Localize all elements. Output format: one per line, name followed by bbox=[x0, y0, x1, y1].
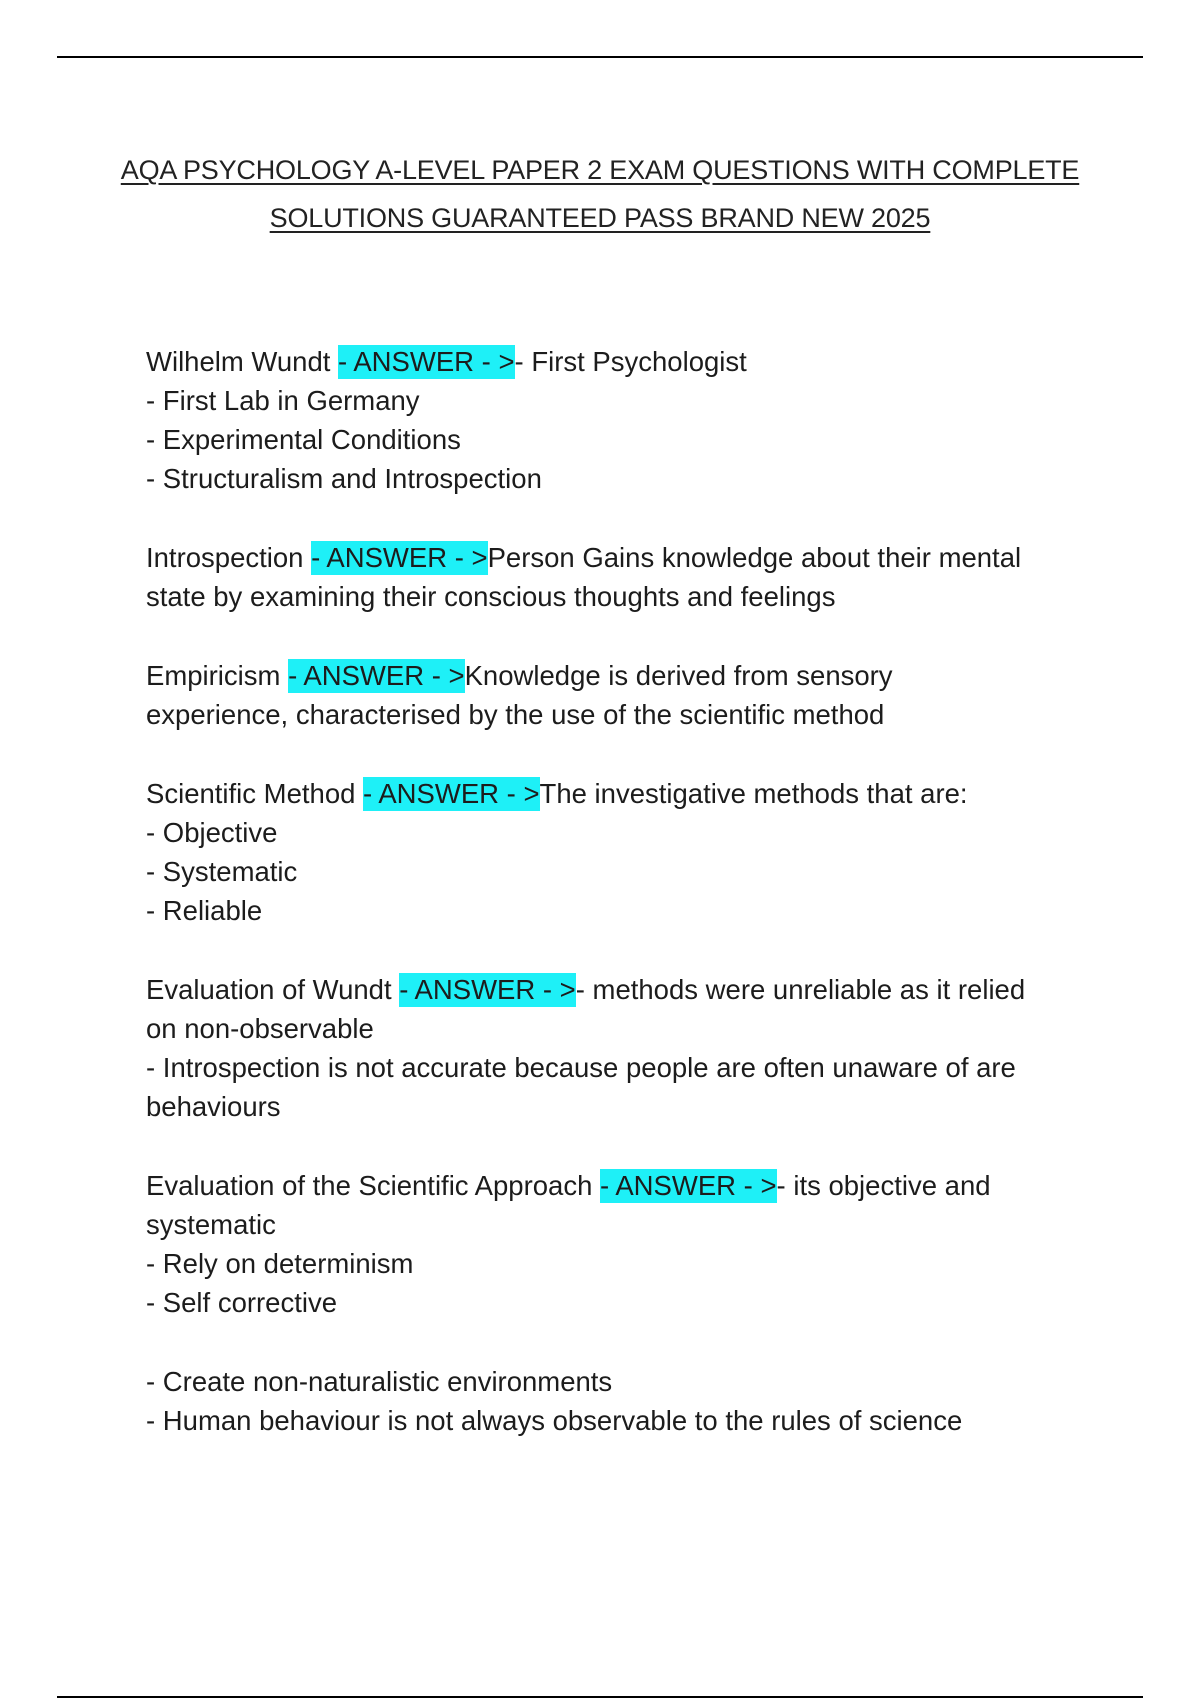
entry-line: systematic bbox=[146, 1209, 276, 1240]
entry-term: Wilhelm Wundt bbox=[146, 346, 339, 377]
entry-answer-text: Knowledge is derived from sensory bbox=[464, 660, 893, 691]
entry-line: - Structuralism and Introspection bbox=[146, 463, 542, 494]
entry-first-line bbox=[146, 970, 1106, 1009]
qa-entry-evaluation-wundt bbox=[146, 970, 1106, 1126]
entry-first-line bbox=[146, 1166, 1106, 1205]
qa-entry-evaluation-scientific-approach bbox=[146, 1166, 1106, 1322]
qa-entry-scientific-method bbox=[146, 774, 1106, 930]
entry-answer-text: The investigative methods that are: bbox=[539, 778, 968, 809]
qa-list bbox=[146, 342, 1106, 1480]
entry-line: - Objective bbox=[146, 817, 278, 848]
entry-line: behaviours bbox=[146, 1091, 281, 1122]
entry-term: Empiricism bbox=[146, 660, 289, 691]
entry-line: - Create non-naturalistic environments bbox=[146, 1366, 613, 1397]
entry-answer-text: Person Gains knowledge about their mental bbox=[487, 542, 1022, 573]
entry-line: state by examining their conscious thoughts and feelings bbox=[146, 581, 836, 612]
trailing-notes bbox=[146, 1362, 1106, 1440]
entry-line: on non-observable bbox=[146, 1013, 374, 1044]
answer-marker: - ANSWER - > bbox=[311, 542, 488, 573]
entry-term: Evaluation of the Scientific Approach bbox=[146, 1170, 601, 1201]
entry-line: - First Lab in Germany bbox=[146, 385, 420, 416]
entry-line: - Introspection is not accurate because people are often unaware of are bbox=[146, 1052, 1016, 1083]
entry-line: experience, characterised by the use of the scientific method bbox=[146, 699, 885, 730]
entry-first-line bbox=[146, 538, 1106, 577]
answer-marker: - ANSWER - > bbox=[600, 1170, 777, 1201]
qa-entry-introspection bbox=[146, 538, 1106, 616]
entry-line: - Human behaviour is not always observable to the rules of science bbox=[146, 1405, 963, 1436]
entry-term: Scientific Method bbox=[146, 778, 364, 809]
entry-first-line bbox=[146, 774, 1106, 813]
entry-term: Evaluation of Wundt bbox=[146, 974, 400, 1005]
entry-first-line bbox=[146, 342, 1106, 381]
entry-answer-text: - First Psychologist bbox=[514, 346, 747, 377]
entry-answer-text: - methods were unreliable as it relied bbox=[575, 974, 1026, 1005]
bottom-rule bbox=[57, 1696, 1143, 1698]
entry-line: - Reliable bbox=[146, 895, 263, 926]
entry-answer-text: - its objective and bbox=[776, 1170, 991, 1201]
answer-marker: - ANSWER - > bbox=[338, 346, 515, 377]
entry-line: - Systematic bbox=[146, 856, 298, 887]
answer-marker: - ANSWER - > bbox=[399, 974, 576, 1005]
title-line-1: AQA PSYCHOLOGY A-LEVEL PAPER 2 EXAM QUESTIONS WITH COMPLETE bbox=[120, 155, 1080, 185]
title-line-2: SOLUTIONS GUARANTEED PASS BRAND NEW 2025 bbox=[269, 203, 931, 233]
entry-line: - Self corrective bbox=[146, 1287, 338, 1318]
document-title bbox=[110, 146, 1090, 242]
answer-marker: - ANSWER - > bbox=[363, 778, 540, 809]
entry-term: Introspection bbox=[146, 542, 312, 573]
qa-entry-empiricism bbox=[146, 656, 1106, 734]
qa-entry-wundt bbox=[146, 342, 1106, 498]
entry-first-line bbox=[146, 656, 1106, 695]
entry-line: - Experimental Conditions bbox=[146, 424, 461, 455]
answer-marker: - ANSWER - > bbox=[288, 660, 465, 691]
top-rule bbox=[57, 56, 1143, 58]
entry-line: - Rely on determinism bbox=[146, 1248, 414, 1279]
